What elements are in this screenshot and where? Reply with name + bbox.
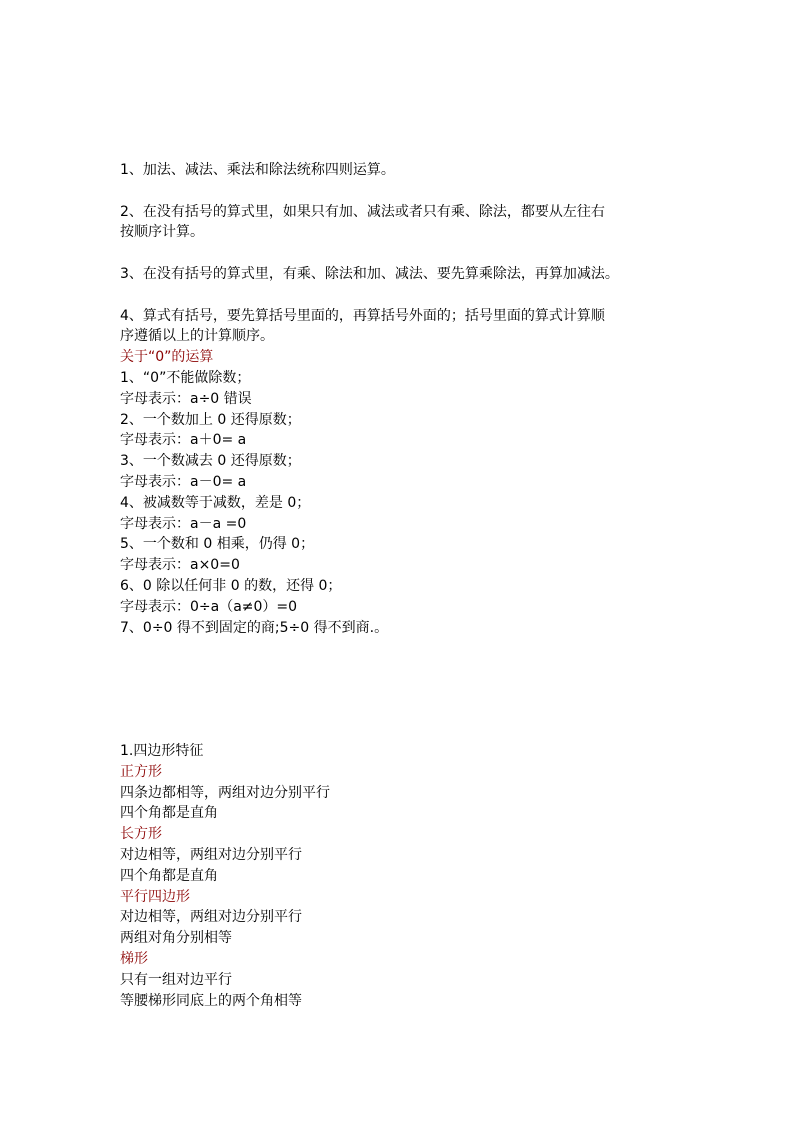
shape-heading-trapezoid: 梯形	[120, 950, 148, 967]
zero-item: 1、“0”不能做除数；	[120, 369, 251, 386]
shape-feature: 对边相等，两组对边分别平行	[120, 909, 302, 926]
rule-1: 1、加法、减法、乘法和除法统称四则运算。	[120, 162, 395, 178]
spacer	[120, 285, 680, 306]
arithmetic-rules	[120, 160, 680, 638]
rule-2-line-1: 2、在没有括号的算式里，如果只有加、减法或者只有乘、除法，都要从左往右	[120, 203, 605, 220]
shape-feature: 四条边都相等，两组对边分别平行	[120, 784, 330, 801]
zero-item: 4、被减数等于减数，差是 0；	[120, 494, 311, 511]
zero-item: 5、一个数和 0 相乘，仍得 0；	[120, 536, 315, 553]
shape-heading-square: 正方形	[120, 763, 162, 780]
shape-feature: 四个角都是直角	[120, 867, 218, 884]
shape-heading-rectangle: 长方形	[120, 826, 162, 843]
shape-feature: 四个角都是直角	[120, 805, 218, 822]
shape-feature: 对边相等，两组对边分别平行	[120, 846, 302, 863]
zero-item: 6、0 除以任何非 0 的数，还得 0；	[120, 577, 342, 594]
shape-feature: 两组对角分别相等	[120, 930, 232, 947]
zero-item: 字母表示：a－a =0	[120, 515, 247, 532]
shape-feature: 只有一组对边平行	[120, 971, 232, 988]
zero-item: 字母表示：a－0= a	[120, 473, 247, 490]
zero-item: 3、一个数减去 0 还得原数；	[120, 453, 301, 470]
zero-item: 字母表示：0÷a（a≠0）=0	[120, 598, 298, 615]
shape-feature: 等腰梯形同底上的两个角相等	[120, 992, 302, 1009]
zero-item: 字母表示：a÷0 错误	[120, 390, 252, 407]
rule-4-line-1: 4、算式有括号，要先算括号里面的，再算括号外面的；括号里面的算式计算顺	[120, 307, 605, 324]
spacer	[120, 243, 680, 264]
shape-heading-parallelogram: 平行四边形	[120, 888, 190, 905]
zero-item: 字母表示：a＋0= a	[120, 432, 247, 449]
zero-item: 7、0÷0 得不到固定的商;5÷0 得不到商.。	[120, 619, 389, 636]
rule-3: 3、在没有括号的算式里，有乘、除法和加、减法、要先算乘除法，再算加减法。	[120, 265, 619, 282]
zero-heading: 关于“0”的运算	[120, 349, 214, 366]
quadrilateral-features	[120, 741, 680, 1011]
spacer	[120, 181, 680, 202]
zero-item: 字母表示：a×0=0	[120, 557, 240, 574]
rule-4-line-2: 序遵循以上的计算顺序。	[120, 328, 274, 345]
zero-item: 2、一个数加上 0 还得原数；	[120, 411, 301, 428]
section-title: 1.四边形特征	[120, 743, 204, 759]
rule-2-line-2: 按顺序计算。	[120, 224, 204, 241]
